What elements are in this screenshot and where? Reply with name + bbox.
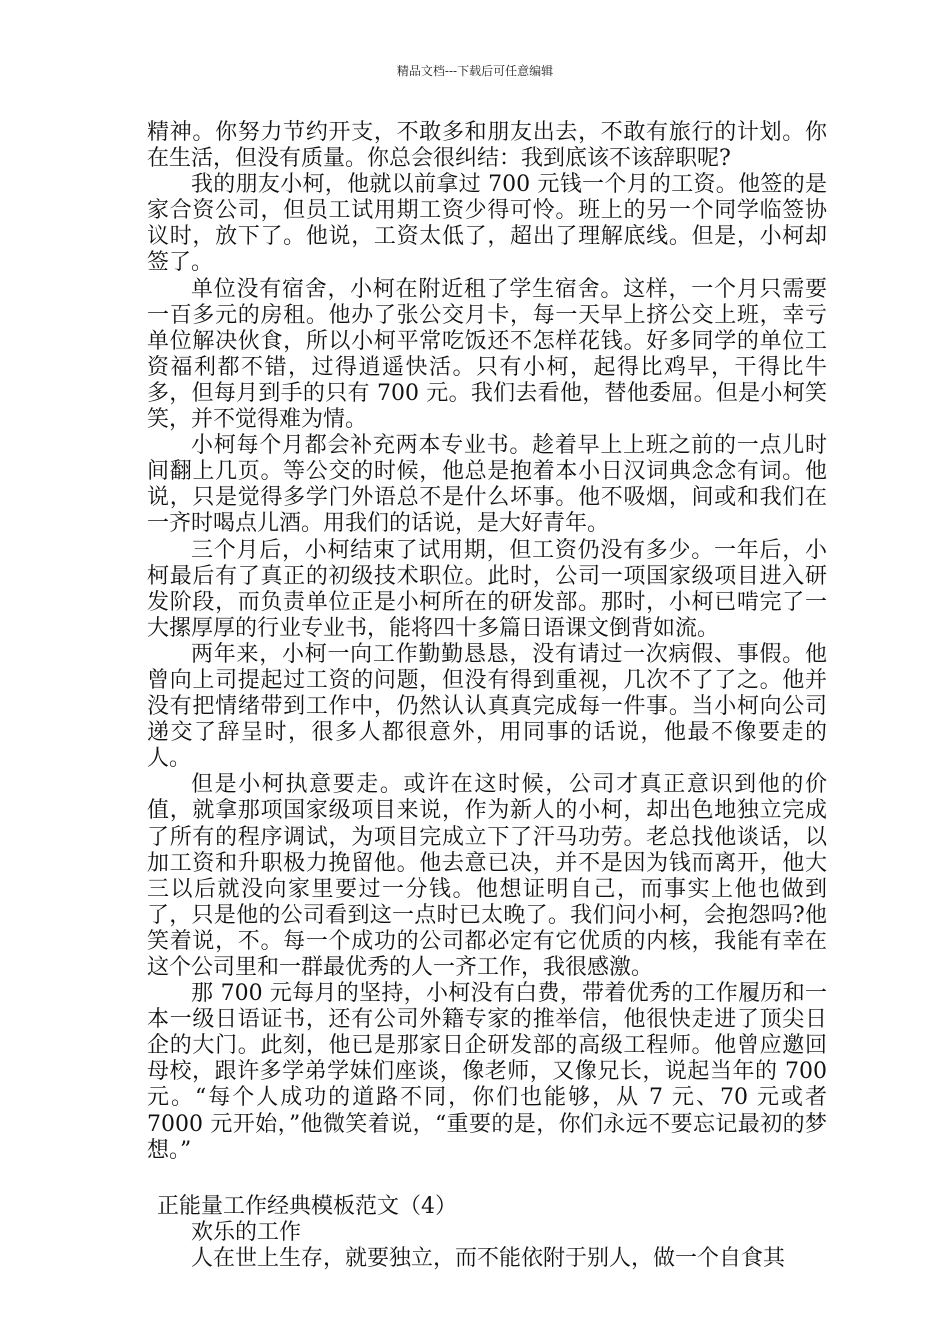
paragraph-8: 那 700 元每月的坚持，小柯没有白费，带着优秀的工作履历和一本一级日语证书，还有公司外籍专家的推举信，他很快走进了顶尖日企的大门。此刻，他已是那家日企研发部的高级工程师。他曾应邀回母校，跟许多学弟学妹们座谈，像老师，又像兄长，说起当年的 700 元。“每个人成功的道路不同，你们也能够，从 7 元、70 元或者 7000 元开始，”他微笑着说，“重要的是，你们永远不要忘记最初的梦想。”: [147, 981, 827, 1163]
paragraph-2: 我的朋友小柯，他就以前拿过 700 元钱一个月的工资。他签的是家合资公司，但员工试用期工资少得可怜。班上的另一个同学临签协议时，放下了。他说，工资太低了，超出了理解底线。但是，小柯却签了。: [147, 172, 827, 276]
section-title: 正能量工作经典模板范文（4）: [157, 1193, 457, 1219]
paragraph-1: 精神。你努力节约开支，不敢多和朋友出去，不敢有旅行的计划。你在生活，但没有质量。你总会很纠结：我到底该不该辞职呢?: [147, 120, 827, 172]
paragraph-5: 三个月后，小柯结束了试用期，但工资仍没有多少。一年后，小柯最后有了真正的初级技术职位。此时，公司一项国家级项目进入研发阶段，而负责单位正是小柯所在的研发部。那时，小柯已啃完了一大摞厚厚的行业专业书，能将四十多篇日语课文倒背如流。: [147, 537, 827, 641]
paragraph-6: 两年来，小柯一向工作勤勤恳恳，没有请过一次病假、事假。他曾向上司提起过工资的问题，但没有得到重视，几次不了了之。他并没有把情绪带到工作中，仍然认认真真完成每一件事。当小柯向公司递交了辞呈时，很多人都很意外，用同事的话说，他最不像要走的人。: [147, 641, 827, 772]
section-first-line: 人在世上生存，就要独立，而不能依附于别人，做一个自食其: [191, 1245, 786, 1271]
section-subtitle: 欢乐的工作: [191, 1219, 302, 1245]
page-header: 精品文档---下载后可任意编辑: [396, 64, 554, 78]
paragraph-4: 小柯每个月都会补充两本专业书。趁着早上上班之前的一点儿时间翻上几页。等公交的时候，他总是抱着本小日汉词典念念有词。他说，只是觉得多学门外语总不是什么坏事。他不吸烟，间或和我们在一齐时喝点儿酒。用我们的话说，是大好青年。: [147, 433, 827, 537]
document-body: [147, 120, 827, 1272]
paragraph-3: 单位没有宿舍，小柯在附近租了学生宿舍。这样，一个月只需要一百多元的房租。他办了张公交月卡，每一天早上挤公交上班，幸亏单位解决伙食，所以小柯平常吃饭还不怎样花钱。好多同学的单位工资福利都不错，过得逍遥快活。只有小柯，起得比鸡早，干得比牛多，但每月到手的只有 700 元。我们去看他，替他委屈。但是小柯笑笑，并不觉得难为情。: [147, 276, 827, 433]
paragraph-7: 但是小柯执意要走。或许在这时候，公司才真正意识到他的价值，就拿那项国家级项目来说，作为新人的小柯，却出色地独立完成了所有的程序调试，为项目完成立下了汗马功劳。老总找他谈话，以加工资和升职极力挽留他。他去意已决，并不是因为钱而离开，他大三以后就没向家里要过一分钱。他想证明自己，而事实上他也做到了，只是他的公司看到这一点时已太晚了。我们问小柯，会抱怨吗?他笑着说，不。每一个成功的公司都必定有它优质的内核，我能有幸在这个公司里和一群最优秀的人一齐工作，我很感激。: [147, 772, 827, 980]
